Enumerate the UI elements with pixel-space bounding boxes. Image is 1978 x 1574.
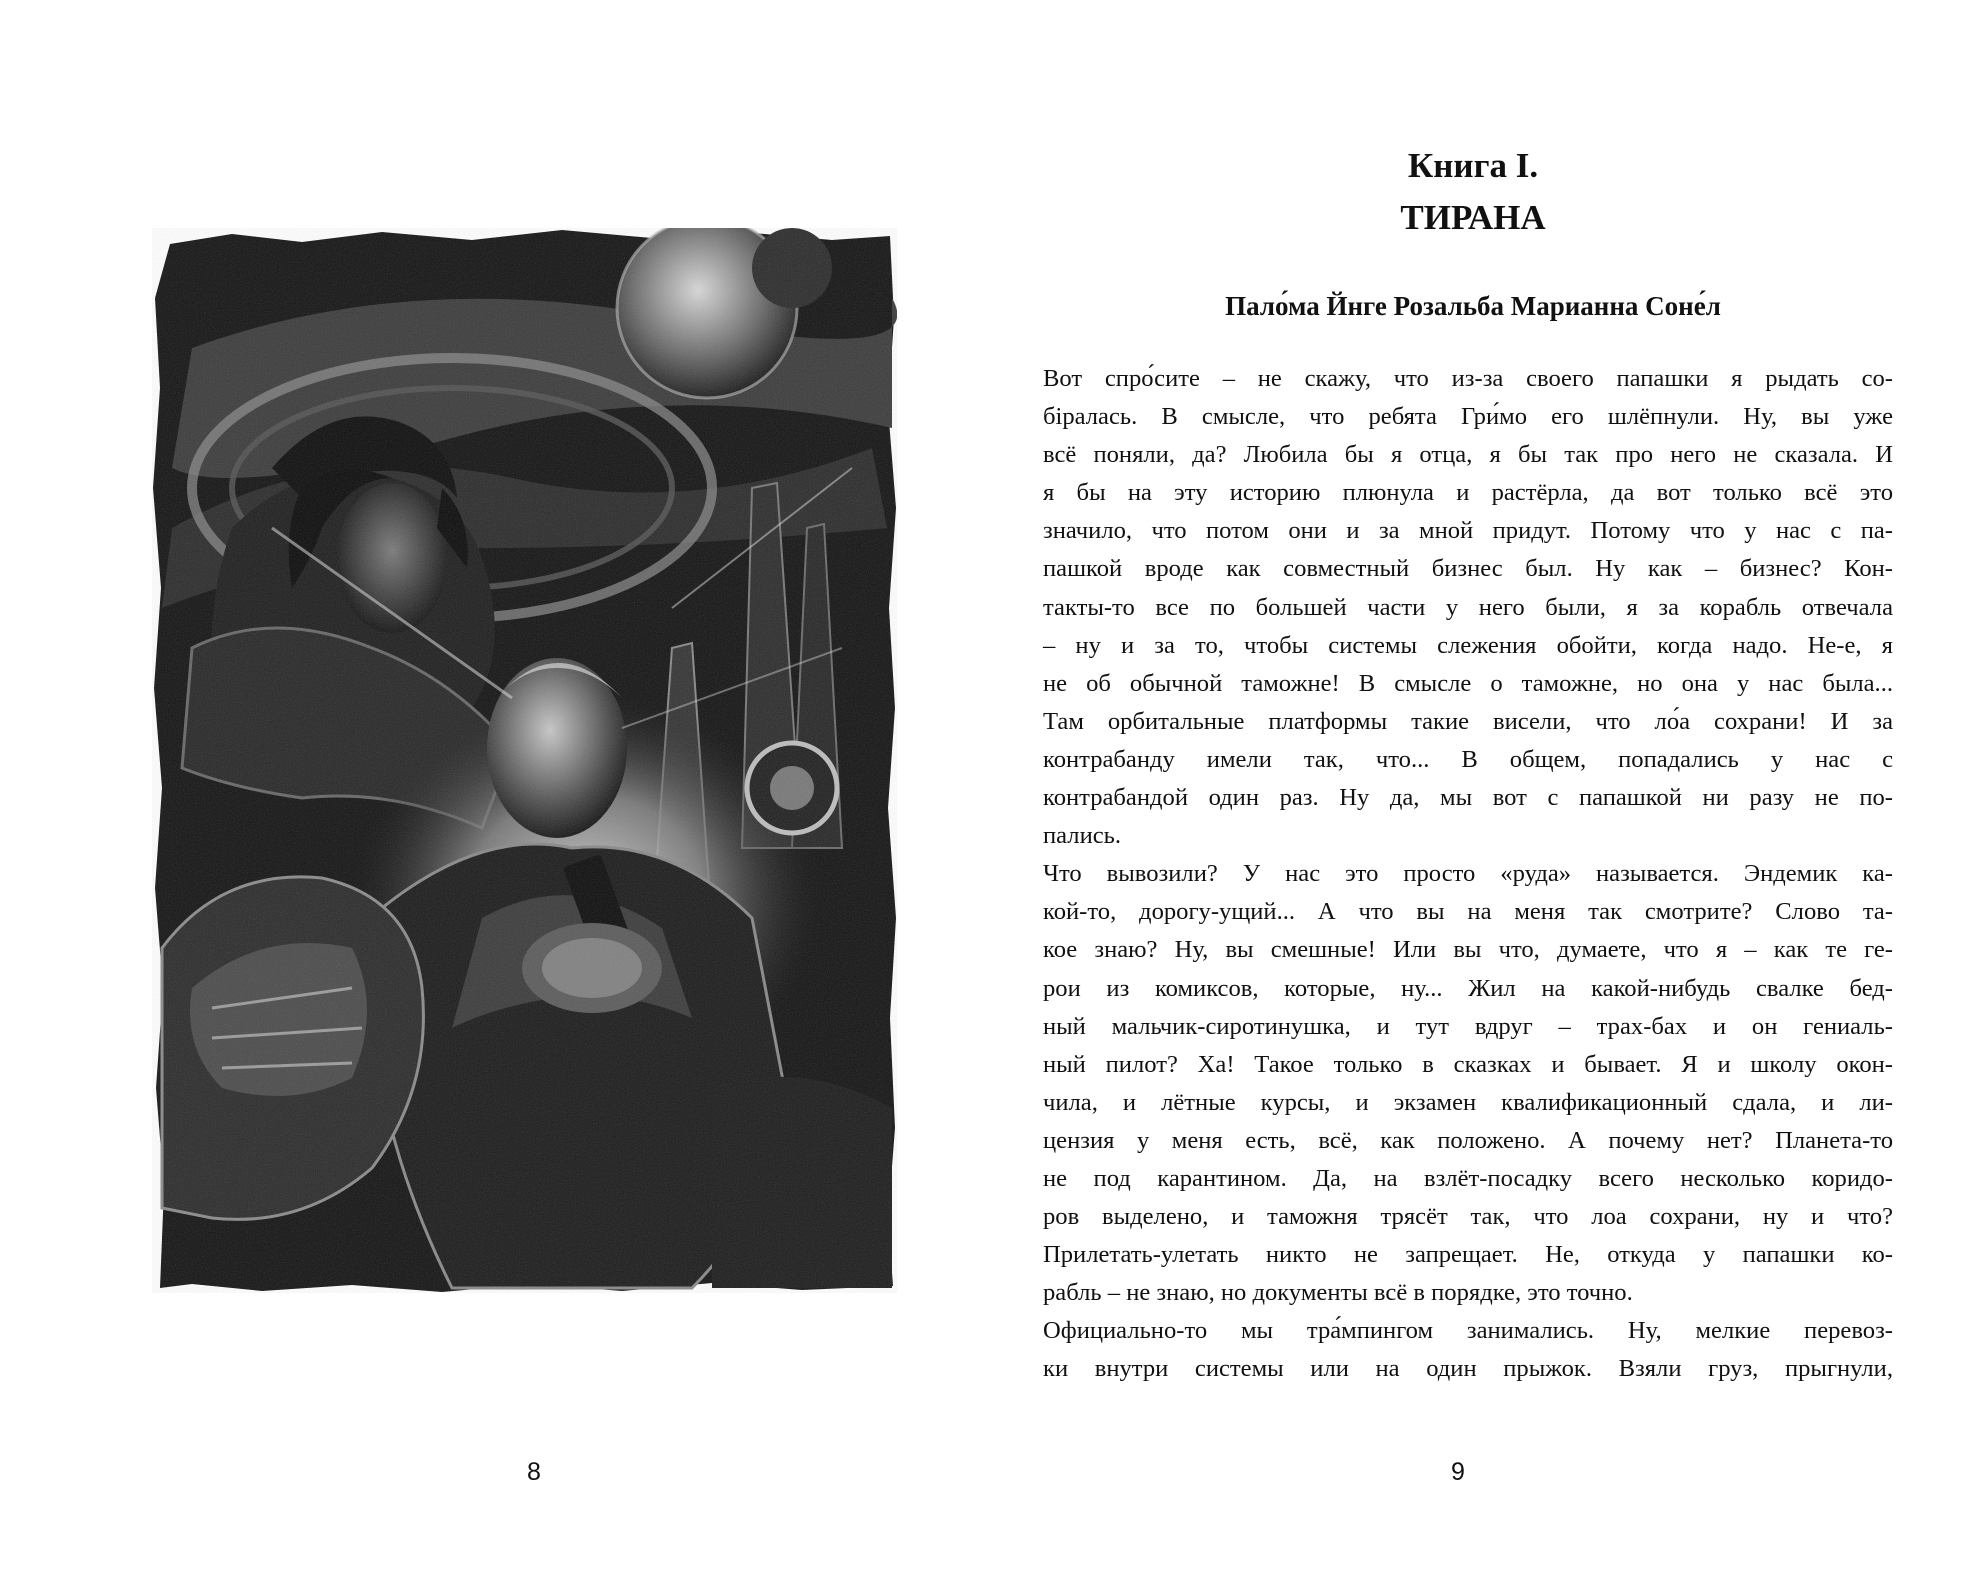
text-line: значило, что потом они и за мной придут. Потому что у нас с па- — [1043, 517, 1893, 545]
text-line: ров выделено, и таможня трясёт так, что лоа сохрани, ну и что? — [1043, 1203, 1893, 1231]
text-line: Там орбитальные платформы такие висели, что ло́а сохрани! И за — [1043, 707, 1893, 735]
text-line: я бы на эту историю плюнула и растёрла, да вот только всё это — [1043, 479, 1893, 507]
text-line: пались. — [1043, 822, 1122, 850]
text-line: контрабандой один раз. Ну да, мы вот с папашкой ни разу не по- — [1043, 784, 1893, 812]
sci-fi-illustration-icon — [152, 228, 897, 1293]
text-line: контрабанду имели так, что... В общем, попадались у нас с — [1043, 745, 1893, 773]
text-line: цензия у меня есть, всё, как положено. А почему нет? Планета-то — [1043, 1126, 1893, 1154]
text-line: рои из комиксов, которые, ну... Жил на какой-нибудь свалке бед- — [1043, 974, 1893, 1002]
text-line: кой-то, дорогу-ущий... А что вы на меня так смотрите? Слово та- — [1043, 898, 1893, 926]
text-line: ный пилот? Ха! Такое только в сказках и бывает. Я и школу окон- — [1043, 1050, 1893, 1078]
text-line: всё поняли, да? Любила бы я отца, я бы так про него не сказала. И — [1043, 441, 1893, 469]
text-line: ный мальчик-сиротинушка, и тут вдруг – трах-бах и он гениаль- — [1043, 1012, 1893, 1040]
chapter-title: Пало́ма Йнге Розальба Марианна Соне́л — [1225, 291, 1721, 321]
text-line: бiралась. В смысле, что ребята Гри́мо его шлёпнули. Ну, вы уже — [1043, 403, 1893, 431]
text-line: такты-то все по большей части у него были, я за корабль отвечала — [1043, 593, 1893, 621]
text-line: Что вывозили? У нас это просто «руда» называется. Эндемик ка- — [1043, 860, 1893, 888]
body-text — [1043, 360, 1893, 1389]
page-number-right: 9 — [1451, 1458, 1465, 1486]
text-line: кое знаю? Ну, вы смешные! Или вы что, думаете, что я – как те ге- — [1043, 936, 1893, 964]
book-title-line2: ТИРАНА — [1400, 198, 1546, 237]
right-page — [989, 0, 1978, 1574]
book-title — [1033, 140, 1913, 244]
text-line: не об обычной таможне! В смысле о таможне, но она у нас была... — [1043, 669, 1893, 697]
text-line: – ну и за то, чтобы системы слежения обойти, когда надо. Не-е, я — [1043, 631, 1893, 659]
text-line: чила, и лётные курсы, и экзамен квалификационный сдала, и ли- — [1043, 1088, 1893, 1116]
text-line: не под карантином. Да, на взлёт-посадку всего несколько коридо- — [1043, 1164, 1893, 1192]
text-line: пашкой вроде как совместный бизнес был. Ну как – бизнес? Кон- — [1043, 555, 1893, 583]
text-line: Прилетать-улетать никто не запрещает. Не, откуда у папашки ко- — [1043, 1241, 1893, 1269]
text-line: Официально-то мы тра́мпингом занимались. Ну, мелкие перевоз- — [1043, 1317, 1893, 1345]
book-title-line1: Книга I. — [1407, 146, 1539, 185]
text-line: ки внутри системы или на один прыжок. Взяли груз, прыгнули, — [1043, 1355, 1893, 1383]
page-number-left: 8 — [527, 1458, 541, 1486]
chapter-illustration — [152, 228, 897, 1293]
text-line: Вот спро́сите – не скажу, что из-за своего папашки я рыдать со- — [1043, 365, 1893, 392]
text-line: рабль – не знаю, но документы всё в порядке, это точно. — [1043, 1279, 1633, 1307]
